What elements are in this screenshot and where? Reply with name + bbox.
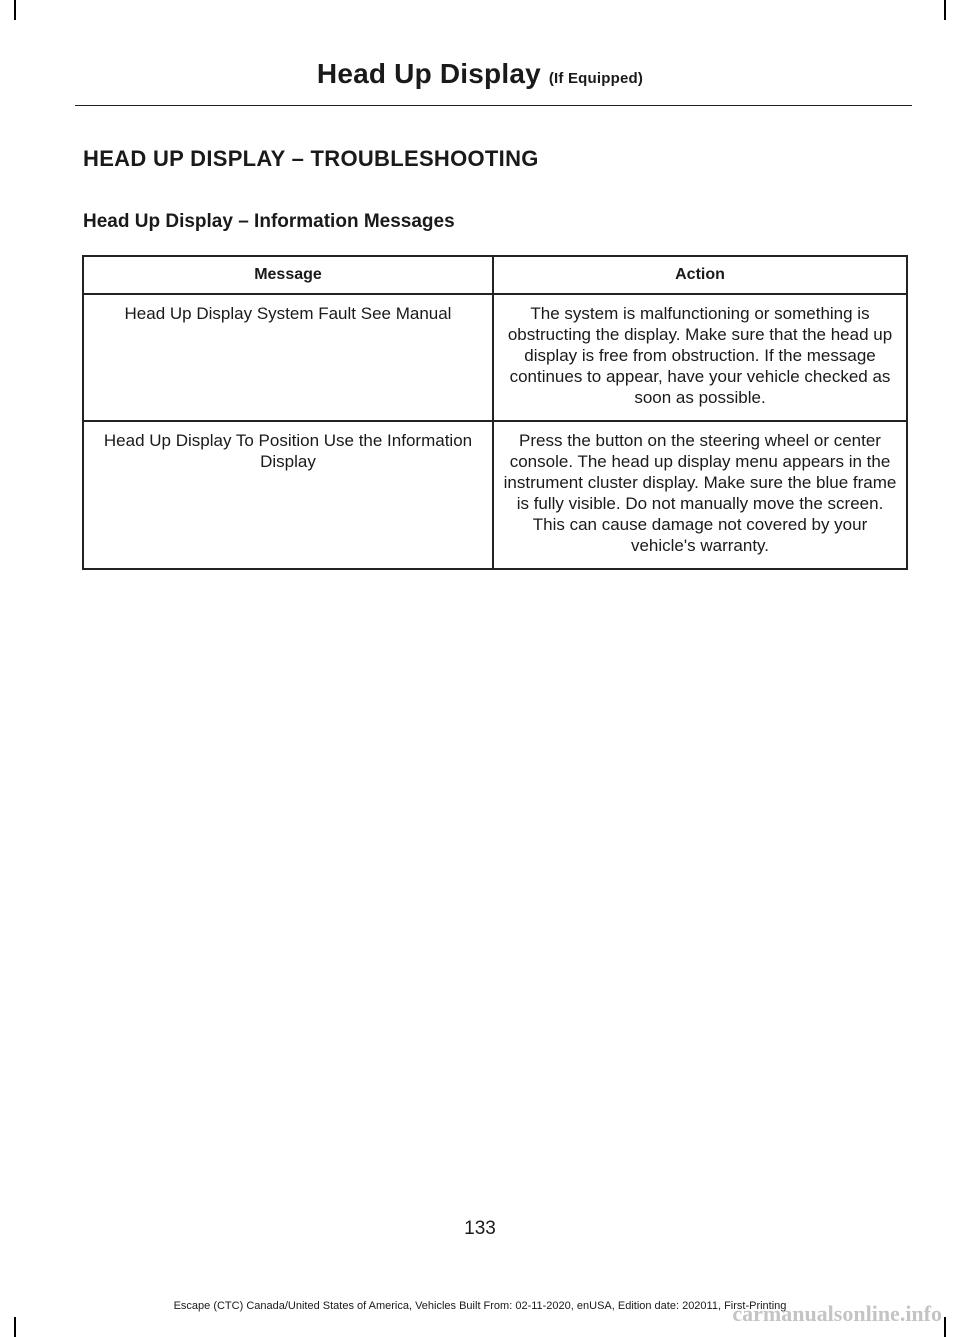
action-cell: Press the button on the steering wheel or center console. The head up display menu appears in the instrument cluster display. Make sure the blue frame is fully visible. Do not manually move the screen. This can cause damage not covered by your vehicle's warranty. — [493, 421, 907, 569]
action-cell: The system is malfunctioning or something is obstructing the display. Make sure that the head up display is free from obstruction. If the message continues to appear, have your vehicle checked as soon as possible. — [493, 294, 907, 421]
crop-mark-bottom-right — [944, 1317, 946, 1337]
information-messages-table — [82, 255, 908, 570]
crop-mark-bottom-left — [14, 1317, 16, 1337]
page-number: 133 — [464, 1218, 496, 1239]
header-divider — [75, 105, 912, 106]
column-header-message: Message — [83, 256, 493, 294]
message-cell: Head Up Display To Position Use the Information Display — [83, 421, 493, 569]
footer-edition-info: Escape (CTC) Canada/United States of America, Vehicles Built From: 02-11-2020, enUSA, Edition date: 202011, First-Printing — [173, 1300, 787, 1312]
table-header-row — [83, 256, 907, 294]
message-cell: Head Up Display System Fault See Manual — [83, 294, 493, 421]
crop-mark-top-left — [14, 0, 16, 20]
watermark: carmanualsonline.info — [732, 1301, 942, 1326]
page-header-title — [0, 58, 960, 90]
column-header-action: Action — [493, 256, 907, 294]
table-row — [83, 294, 907, 421]
table-row — [83, 421, 907, 569]
section-title: HEAD UP DISPLAY – TROUBLESHOOTING — [83, 146, 539, 171]
header-qualifier: (If Equipped) — [548, 70, 644, 87]
crop-mark-top-right — [944, 0, 946, 20]
subsection-title: Head Up Display – Information Messages — [83, 211, 455, 232]
header-title-text: Head Up Display — [316, 58, 541, 89]
